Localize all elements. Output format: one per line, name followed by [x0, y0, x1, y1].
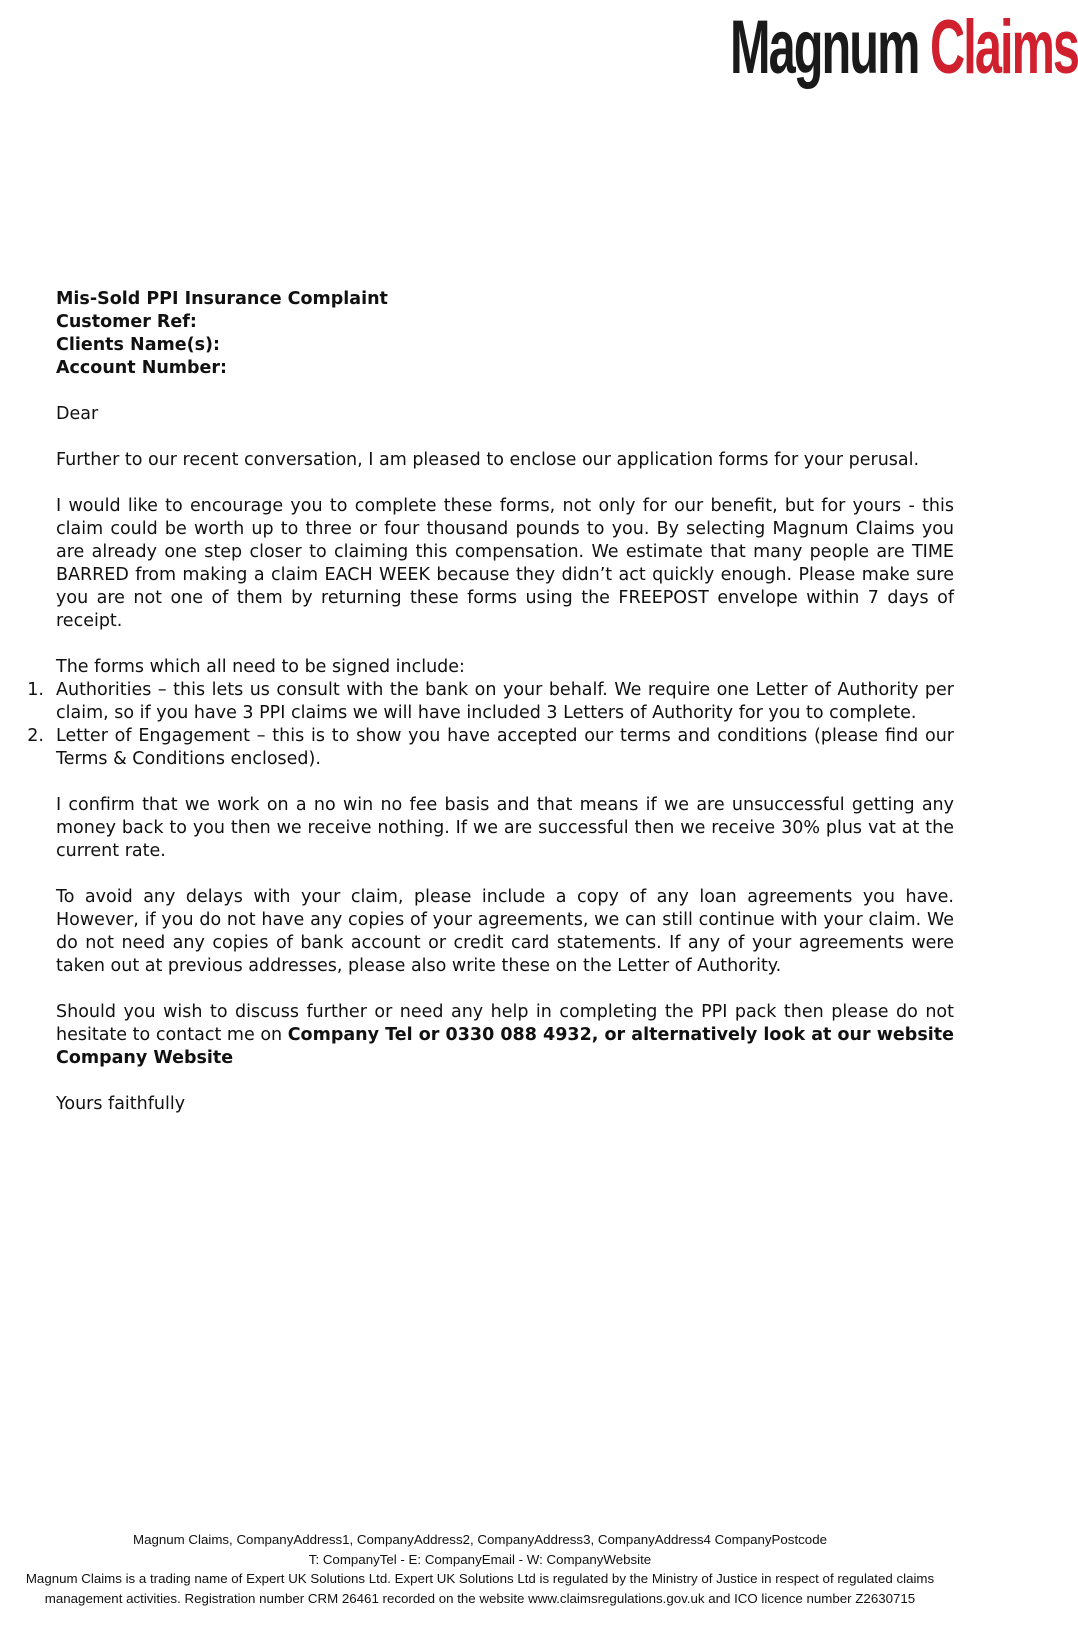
spacer	[56, 380, 954, 403]
forms-list	[27, 679, 954, 771]
customer-ref-label: Customer Ref:	[56, 312, 197, 332]
closing: Yours faithfully	[56, 1094, 186, 1114]
spacer	[56, 863, 954, 886]
list-item-text: Authorities – this lets us consult with the bank on your behalf. We require one Letter of Authority per claim, so if you have 3 PPI claims we will have included 3 Letters of Authority for you to complete.	[56, 680, 954, 723]
letter-body	[27, 288, 954, 1116]
logo-word-magnum: Magnum	[730, 5, 919, 90]
letter-reference-block	[56, 311, 954, 380]
letter-title: Mis-Sold PPI Insurance Complaint	[56, 289, 388, 309]
paragraph-no-win-no-fee: I confirm that we work on a no win no fee basis and that means if we are unsuccessful getting any money back to you then we receive nothing. If we are successful then we receive 30% plus vat at the current rate.	[56, 795, 954, 861]
paragraph-encourage: I would like to encourage you to complete these forms, not only for our benefit, but for yours - this claim could be worth up to three or four thousand pounds to you. By selecting Magnum Claims you are already one step closer to claiming this compensation. We estimate that many people are TIME BARRED from making a claim EACH WEEK because they didn’t act quickly enough. Please make sure you are not one of them by returning these forms using the FREEPOST envelope within 7 days of receipt.	[56, 496, 954, 631]
spacer	[56, 771, 954, 794]
letter-footer	[0, 1530, 960, 1608]
spacer	[56, 1070, 954, 1093]
contact-lead-text: Should you wish to discuss further or need any help in completing the PPI pack then please do not hesitate to contact me on	[56, 1002, 954, 1045]
footer-regulatory: Magnum Claims is a trading name of Expert UK Solutions Ltd. Expert UK Solutions Ltd is regulated by the Ministry of Justice in respect of regulated claims management activities. Registration number CRM 26461 recorded on the website www.claimsregulations.gov.uk and ICO licence number Z2630715	[25, 1571, 935, 1606]
spacer	[56, 978, 954, 1001]
footer-contact: T: CompanyTel - E: CompanyEmail - W: CompanyWebsite	[308, 1551, 652, 1567]
account-number-label: Account Number:	[56, 358, 228, 378]
list-item-number: 1.	[27, 680, 44, 700]
list-item	[27, 725, 954, 771]
spacer	[56, 633, 954, 656]
clients-name-label: Clients Name(s):	[56, 335, 221, 355]
paragraph-intro: Further to our recent conversation, I am pleased to enclose our application forms for your perusal.	[56, 450, 920, 470]
list-item	[27, 679, 954, 725]
paragraph-avoid-delays: To avoid any delays with your claim, please include a copy of any loan agreements you have. However, if you do not have any copies of your agreements, we can still continue with your claim. We do not need any copies of bank account or credit card statements. If any of your agreements were taken out at previous addresses, please also write these on the Letter of Authority.	[56, 887, 954, 976]
logo-word-claims: Claims	[930, 5, 1078, 90]
list-item-text: Letter of Engagement – this is to show you have accepted our terms and conditions (please find our Terms & Conditions enclosed).	[56, 726, 954, 769]
spacer	[56, 426, 954, 449]
salutation: Dear	[56, 404, 99, 424]
paragraph-contact	[56, 1001, 954, 1070]
forms-intro: The forms which all need to be signed include:	[56, 657, 465, 677]
spacer	[56, 472, 954, 495]
list-item-number: 2.	[27, 726, 44, 746]
contact-details: Company Tel or 0330 088 4932, or alternatively look at our website Company Website	[56, 1025, 954, 1068]
company-logo	[730, 2, 1078, 94]
footer-address: Magnum Claims, CompanyAddress1, CompanyAddress2, CompanyAddress3, CompanyAddress4 CompanyPostcode	[133, 1532, 827, 1547]
